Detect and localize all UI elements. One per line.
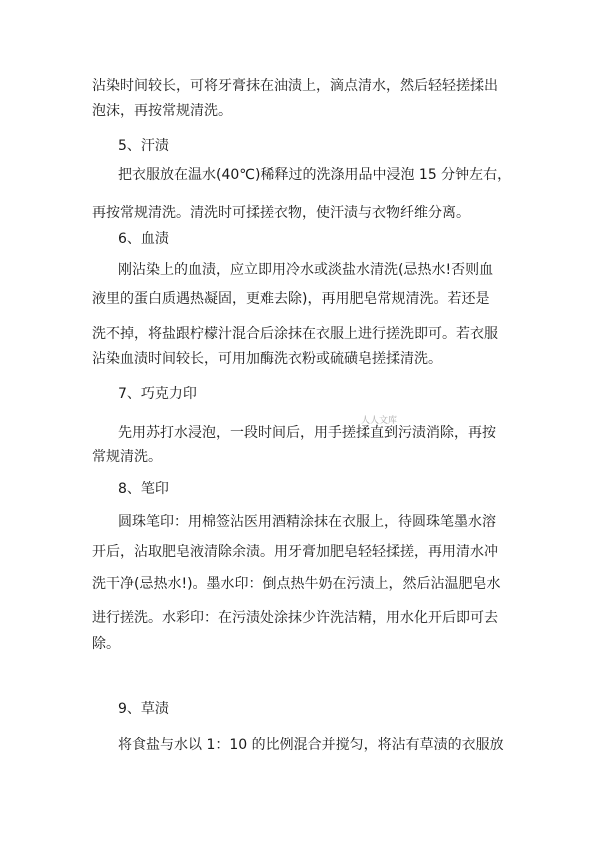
section-heading-blood: 6、血渍 [118,231,169,247]
body-text-line: 先用苏打水浸泡，一段时间后，用手搓揉直到污渍消除，再按 [118,425,496,441]
body-text-line: 开后，沾取肥皂液清除余渍。用牙膏加肥皂轻轻揉搓，再用清水冲 [92,544,498,560]
body-text-line: 液里的蛋白质遇热凝固，更难去除)，再用肥皂常规清洗。若还是 [92,291,490,307]
body-text-line: 常规清洗。 [92,449,162,465]
watermark: 人人文库 [361,416,398,426]
section-heading-sweat: 5、汗渍 [118,138,169,154]
body-text-line: 沾染血渍时间较长，可用加酶洗衣粉或硫磺皂搓揉清洗。 [92,351,442,367]
body-text-line: 刚沾染上的血渍，应立即用冷水或淡盐水清洗(忌热水!否则血 [118,262,494,278]
section-heading-grass: 9、草渍 [118,701,169,717]
body-text-line: 除。 [92,636,120,652]
body-text-line: 圆珠笔印：用棉签沾医用酒精涂抹在衣服上，待圆珠笔墨水溶 [118,514,496,530]
body-text-line: 进行搓洗。水彩印：在污渍处涂抹少许洗洁精，用水化开后即可去 [92,610,498,626]
section-heading-chocolate: 7、巧克力印 [118,386,197,402]
body-text-line: 泡沫，再按常规清洗。 [92,103,232,119]
body-text-line: 再按常规清洗。清洗时可揉搓衣物，使汗渍与衣物纤维分离。 [92,205,470,221]
body-text-line: 把衣服放在温水(40℃)稀释过的洗涤用品中浸泡 15 分钟左右， [118,167,512,183]
body-text-line: 沾染时间较长，可将牙膏抹在油渍上，滴点清水，然后轻轻搓揉出 [92,78,498,94]
body-text-line: 将食盐与水以 1：10 的比例混合并搅匀，将沾有草渍的衣服放 [118,737,504,753]
section-heading-pen: 8、笔印 [118,481,169,497]
body-text-line: 洗不掉，将盐跟柠檬汁混合后涂抹在衣服上进行搓洗即可。若衣服 [92,326,498,342]
body-text-line: 洗干净(忌热水!)。墨水印：倒点热牛奶在污渍上，然后沾温肥皂水 [92,576,501,592]
